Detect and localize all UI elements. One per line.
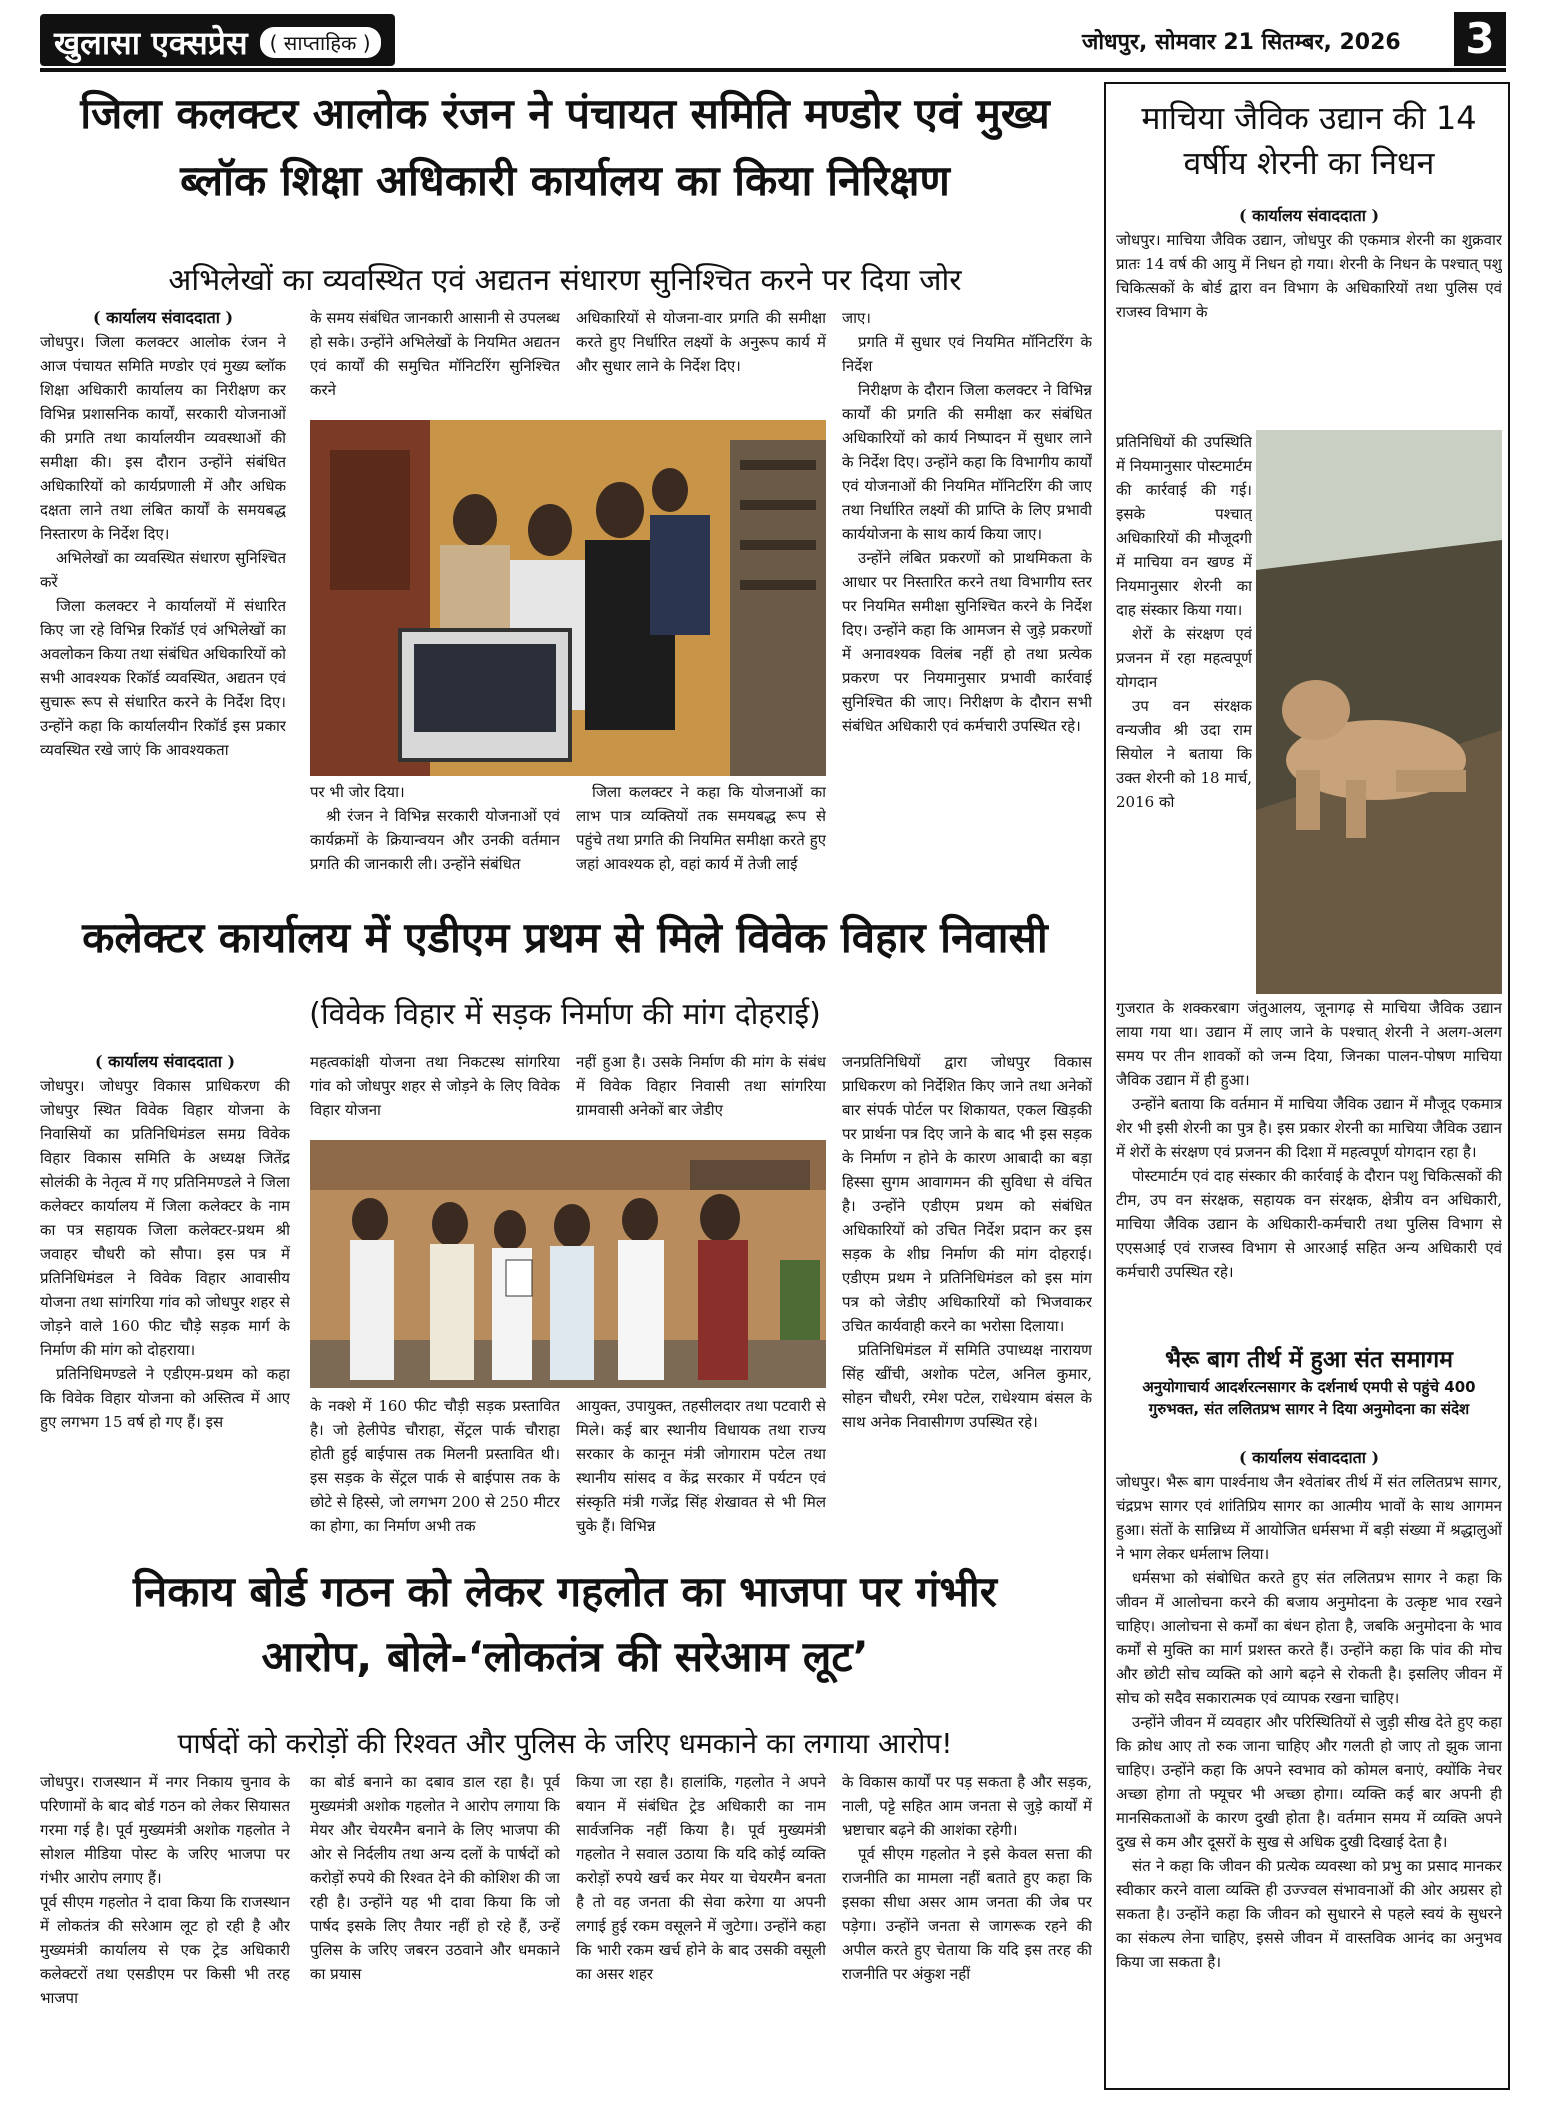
story1-col2-top [310, 306, 560, 416]
story1-byline: ( कार्यालय संवाददाता ) [92, 308, 234, 327]
sidebar-story-a-body [1116, 996, 1502, 1326]
story1-col3-bottom-text: जिला कलक्टर ने कहा कि योजनाओं का लाभ पात्र व्यक्तियों तक समयबद्ध रूप से पहुंचे तथा प्रगति की नियमित समीक्षा करते हुए जहां आवश्यक हो, वहां कार्य में तेजी लाई [576, 783, 826, 873]
sidebar-story-b-subhead: अनुयोगाचार्य आदर्शरत्नसागर के दर्शनार्थ एमपी से पहुंचे 400 गुरुभक्त, संत ललितप्रभ सागर ने दिया अनुमोदना का संदेश [1142, 1378, 1476, 1418]
sidebar-story-b-headline: भैरू बाग तीर्थ में हुआ संत समागम [1165, 1347, 1453, 1373]
paper-logo [40, 14, 395, 66]
story3-headline [40, 1566, 1090, 1683]
sidebar-story-b-p1: जोधपुर। भैरू बाग पार्श्वनाथ जैन श्वेतांबर तीर्थ में संत ललितप्रभ सागर, चंद्रप्रभ सागर एवं शांतिप्रिय सागर का आत्मीय भावों के साथ आगमन हुआ। संतों के सान्निध्य में आयोजित धर्मसभा में बड़ी संख्या में श्रद्धालुओं ने भाग लेकर धर्मलाभ लिया। [1116, 1473, 1502, 1563]
story1-col1 [40, 306, 286, 898]
story1-col2-top-text: के समय संबंधित जानकारी आसानी से उपलब्ध हो सके। उन्होंने अभिलेखों के नियमित अद्यतन एवं कार्यों की समुचित मॉनिटरिंग सुनिश्चित करने [310, 309, 560, 399]
sidebar-story-b-byline: ( कार्यालय संवाददाता ) [1238, 1448, 1380, 1467]
story3-col2-text: का बोर्ड बनाने का दबाव डाल रहा है। पूर्व मुख्यमंत्री अशोक गहलोत ने आरोप लगाया कि मेयर और चेयरमैन बनाने के लिए भाजपा की ओर से निर्दलीय तथा अन्य दलों के पार्षदों को करोड़ों रुपये की रिश्वत देने की कोशिश की जा रही है। उन्होंने यह भी दावा किया कि जो पार्षद इसके लिए तैयार नहीं हो रहे हैं, उन्हें पुलिस के जरिए जबरन उठवाने और धमकाने का प्रयास [310, 1773, 560, 1983]
sidebar-story-a-body-b: उन्होंने बताया कि वर्तमान में माचिया जैविक उद्यान में मौजूद एकमात्र शेर भी इसी शेरनी का पुत्र है। इस प्रकार शेरनी का माचिया जैविक उद्यान में शेरों के संरक्षण एवं प्रजनन की दिशा में महत्वपूर्ण योगदान रहा है। [1116, 1095, 1502, 1161]
story1-col1-b: जिला कलक्टर ने कार्यालयों में संधारित किए जा रहे विभिन्न रिकॉर्ड एवं अभिलेखों का अवलोकन किया तथा संबंधित अधिकारियों को सभी आवश्यक रिकॉर्ड व्यवस्थित, अद्यतन एवं सुचारू रूप से संधारित करने के निर्देश दिए। उन्होंने कहा कि कार्यालयीन रिकॉर्ड इस प्रकार व्यवस्थित रखे जाएं कि आवश्यकता [40, 597, 286, 759]
story2-col4-a: जनप्रतिनिधियों द्वारा जोधपुर विकास प्राधिकरण को निर्देशित किए जाने तथा अनेकों बार संपर्क पोर्टल पर शिकायत, एकल खिड़की पर प्रार्थना पत्र दिए जाने के बाद भी इस सड़क के निर्माण न होने के कारण आबादी का बड़ा हिस्सा सुगम आवागमन की सुविधा से वंचित है। उन्होंने एडीएम प्रथम को संबंधित अधिकारियों को उचित निर्देश प्रदान कर इस सड़क के शीघ्र निर्माण की मांग दोहराई। एडीएम प्रथम ने प्रतिनिधिमंडल को इस मांग पत्र को जेडीए अधिकारियों को भिजवाकर उचित कार्यवाही करने का भरोसा दिलाया। [842, 1053, 1092, 1335]
story3-col1-b: पूर्व सीएम गहलोत ने दावा किया कि राजस्थान में लोकतंत्र की सरेआम लूट हो रही है और मुख्यमंत्री कार्यालय से एक ट्रेड अधिकारी कलेक्टरों तथा एसडीएम पर किसी भी तरह भाजपा [40, 1893, 290, 2007]
story2-headline: कलेक्टर कार्यालय में एडीएम प्रथम से मिले विवेक विहार निवासी [82, 913, 1048, 962]
paper-frequency: ( साप्ताहिक ) [260, 27, 381, 58]
story2-byline: ( कार्यालय संवाददाता ) [94, 1052, 236, 1071]
story1-col3-top-text: अधिकारियों से योजना-वार प्रगति की समीक्षा करते हुए निर्धारित लक्ष्यों के अनुरूप कार्य में और सुधार लाने के निर्देश दिए। [576, 309, 826, 375]
sidebar-story-a-headline: माचिया जैविक उद्यान की 14 वर्षीय शेरनी का निधन [1141, 99, 1477, 182]
story2-col2-top-text: महत्वकांक्षी योजना तथा निकटस्थ सांगरिया गांव को जोधपुर शहर से जोड़ने के लिए विवेक विहार योजना [310, 1053, 560, 1119]
story2-col2-bottom [310, 1394, 560, 1550]
page-number: 3 [1454, 12, 1506, 66]
story2-subhead: (विवेक विहार में सड़क निर्माण की मांग दोहराई) [309, 997, 821, 1032]
lioness-photo [1256, 430, 1502, 994]
sidebar-story-b-p3: उन्होंने जीवन में व्यवहार और परिस्थितियों से जुड़ी सीख देते हुए कहा कि क्रोध आए तो रुक जाना चाहिए और गलती हो जाए तो झुक जाना चाहिए। उन्होंने कहा कि अपने स्वभाव को कोमल बनाएं, क्योंकि नेचर अच्छा होगा तो फ्यूचर भी अच्छा होगा। व्यक्ति कई बार अपनी ही मानसिकताओं के कारण दुखी होता है। वर्तमान समय में व्यक्ति अपने दुख से कम और दूसरों के सुख से अधिक दुखी दिखाई देता है। [1116, 1713, 1502, 1851]
sidebar-story-a-narrow-c: उप वन संरक्षक वन्यजीव श्री उदा राम सियोल ने बताया कि उक्त शेरनी को 18 मार्च, 2016 को [1116, 697, 1252, 811]
sidebar-story-a-narrow [1116, 430, 1252, 994]
sidebar-story-a-lead-text: जोधपुर। माचिया जैविक उद्यान, जोधपुर की एकमात्र शेरनी का शुक्रवार प्रातः 14 वर्ष की आयु में निधन हो गया। शेरनी के निधन के पश्चात् पशु चिकित्सकों के बोर्ड द्वारा वन विभाग के अधिकारियों तथा पुलिस एवं राजस्व विभाग के [1116, 231, 1502, 321]
sidebar-story-a-narrow-text: प्रतिनिधियों की उपस्थिति में नियमानुसार पोस्टमार्टम की कार्रवाई की गई। इसके पश्चात् अधिकारियों की मौजूदगी में माचिया वन खण्ड में नियमानुसार शेरनी का दाह संस्कार किया गया। [1116, 433, 1252, 619]
story3-col4-text: के विकास कार्यों पर पड़ सकता है और सड़क, नाली, पट्टे सहित आम जनता से जुड़े कार्यों में भ्रष्टाचार बढ़ने की आशंका रहेगी। [842, 1773, 1092, 1839]
story1-photo [310, 420, 826, 776]
story3-headline-line1: निकाय बोर्ड गठन को लेकर गहलोत का भाजपा पर गंभीर [133, 1567, 997, 1616]
story1-col3-bottom [576, 780, 826, 898]
story3-headline-line2: आरोप, बोले-‘लोकतंत्र की सरेआम लूट’ [261, 1631, 869, 1681]
sidebar-story-a-lead [1116, 204, 1502, 426]
story2-col3-bottom-text: आयुक्त, उपायुक्त, तहसीलदार तथा पटवारी से मिले। कई बार स्थानीय विधायक तथा राज्य सरकार के कानून मंत्री जोगाराम पटेल तथा स्थानीय सांसद व केंद्र सरकार में पर्यटन एवं संस्कृति मंत्री गजेंद्र सिंह शेखावत से भी मिल चुके हैं। विभिन्न [576, 1397, 826, 1535]
story3-col3 [576, 1770, 826, 2088]
story1-col2-bottom [310, 780, 560, 898]
paper-name: खुलासा एक्सप्रेस [54, 23, 248, 62]
story1-col1-sub: अभिलेखों का व्यवस्थित संधारण सुनिश्चित करें [40, 549, 286, 591]
story1-headline-line1: जिला कलक्टर आलोक रंजन ने पंचायत समिति मण्डोर एवं मुख्य [80, 89, 1050, 138]
story2-col3-top [576, 1050, 826, 1134]
story3-col1 [40, 1770, 290, 2088]
story1-col2-bottom-text: पर भी जोर दिया। [310, 783, 405, 801]
sidebar-story-a-body-c: पोस्टमार्टम एवं दाह संस्कार की कार्रवाई के दौरान पशु चिकित्सकों की टीम, उप वन संरक्षक, सहायक वन संरक्षक, क्षेत्रीय वन अधिकारी, माचिया जैविक उद्यान के अधिकारी-कर्मचारी तथा पुलिस विभाग से एएसआई एवं राजस्व विभाग से आरआई सहित अन्य अधिकारी एवं कर्मचारी उपस्थित रहे। [1116, 1167, 1502, 1281]
story1-col4-c: उन्होंने लंबित प्रकरणों को प्राथमिकता के आधार पर निस्तारित करने तथा विभागीय स्तर पर नियमित समीक्षा सुनिश्चित करने के निर्देश दिए। उन्होंने कहा कि आमजन से जुड़े प्रकरणों में अनावश्यक विलंब नहीं हो तथा प्रत्येक प्रकरण पर नियमानुसार प्रभावी कार्रवाई सुनिश्चित की जाए। निरीक्षण के दौरान सभी संबंधित अधिकारी एवं कर्मचारी उपस्थित रहे। [842, 549, 1092, 735]
story2-col4 [842, 1050, 1092, 1550]
story1-col4-sub: प्रगति में सुधार एवं नियमित मॉनिटरिंग के निर्देश [842, 333, 1092, 375]
story1-col1-text: जोधपुर। जिला कलक्टर आलोक रंजन ने आज पंचायत समिति मण्डोर एवं मुख्य ब्लॉक शिक्षा अधिकारी कार्यालय का निरीक्षण कर विभिन्न प्रशासनिक कार्यों, सरकारी योजनाओं की प्रगति तथा कार्यालयीन व्यवस्थाओं की समीक्षा की। इस दौरान उन्होंने संबंधित अधिकारियों को कार्यप्रणाली में और अधिक दक्षता लाने तथा लंबित कार्यों के समयबद्ध निस्तारण के निर्देश दिए। [40, 333, 286, 543]
story1-subhead: अभिलेखों का व्यवस्थित एवं अद्यतन संधारण सुनिश्चित करने पर दिया जोर [168, 263, 962, 298]
story1-headline-line2: ब्लॉक शिक्षा अधिकारी कार्यालय का किया निरिक्षण [180, 155, 950, 205]
story2-col4-b: प्रतिनिधिमंडल में समिति उपाध्यक्ष नारायण सिंह खींची, अशोक पटेल, अनिल कुमार, सोहन चौधरी, रमेश पटेल, राधेश्याम बंसल के साथ अनेक निवासीगण उपस्थित रहे। [842, 1341, 1092, 1431]
story2-col3-top-text: नहीं हुआ है। उसके निर्माण की मांग के संबंध में विवेक विहार निवासी तथा सांगरिया ग्रामवासी अनेकों बार जेडीए [576, 1053, 826, 1119]
sidebar-story-a-narrow-b: शेरों के संरक्षण एवं प्रजनन में रहा महत्वपूर्ण योगदान [1116, 625, 1252, 691]
story2-col2-bottom-text: के नक्शे में 160 फीट चौड़ी सड़क प्रस्तावित है। जो हेलीपेड चौराहा, सेंट्रल पार्क चौराहा होती हुई बाईपास तक मिलनी प्रस्तावित थी। इस सड़क के सेंट्रल पार्क से बाईपास तक के छोटे से हिस्से, जो लगभग 200 से 250 मीटर का होगा, का निर्माण अभी तक [310, 1397, 560, 1535]
story1-col2-bottom-b: श्री रंजन ने विभिन्न सरकारी योजनाओं एवं कार्यक्रमों के क्रियान्वयन और उनकी वर्तमान प्रगति की जानकारी ली। उन्होंने संबंधित [310, 807, 560, 873]
story2-col2-top [310, 1050, 560, 1134]
story1-col3-top [576, 306, 826, 416]
story3-col2 [310, 1770, 560, 2088]
story1-col4-b: निरीक्षण के दौरान जिला कलक्टर ने विभिन्न कार्यों की प्रगति की समीक्षा कर संबंधित अधिकारियों को कार्य निष्पादन में सुधार लाने के निर्देश दिए। उन्होंने कहा कि विभागीय कार्यों एवं योजनाओं की नियमित मॉनिटरिंग की जाए तथा निर्धारित लक्ष्यों की प्राप्ति के लिए प्रभावी कार्ययोजना के साथ कार्य किया जाए। [842, 381, 1092, 543]
story3-subhead: पार्षदों को करोड़ों की रिश्वत और पुलिस के जरिए धमकाने का लगाया आरोप! [177, 1727, 953, 1760]
dateline: जोधपुर, सोमवार 21 सितम्बर, 2026 [1082, 30, 1401, 55]
sidebar-story-b-p4: संत ने कहा कि जीवन की प्रत्येक व्यवस्था को प्रभु का प्रसाद मानकर स्वीकार करने वाला व्यक्ति ही उज्ज्वल संभावनाओं की ओर अग्रसर हो सकता है। उन्होंने कहा कि जीवन को सुधारने से पहले स्वयं के सुधरने का संकल्प लेना चाहिए, इससे जीवन में वास्तविक आनंद का अनुभव किया जा सकता है। [1116, 1857, 1502, 1971]
story3-col4-b: पूर्व सीएम गहलोत ने इसे केवल सत्ता की राजनीति का मामला नहीं बताते हुए कहा कि इसका सीधा असर आम जनता की जेब पर पड़ेगा। उन्होंने जनता से जागरूक रहने की अपील करते हुए चेताया कि यदि इस तरह की राजनीति पर अंकुश नहीं [842, 1845, 1092, 1983]
story1-col4-a: जाए। [842, 309, 871, 327]
story2-col1-b: प्रतिनिधिमण्डले ने एडीएम-प्रथम को कहा कि विवेक विहार योजना को अस्तित्व में आए हुए लगभग 15 वर्ष हो गए हैं। इस [40, 1365, 290, 1431]
story2-col1 [40, 1050, 290, 1550]
sidebar-story-a-body-text: गुजरात के शक्करबाग जंतुआलय, जूनागढ़ से माचिया जैविक उद्यान लाया गया था। उद्यान में लाए जाने के पश्चात् शेरनी ने अलग-अलग समय पर तीन शावकों को जन्म दिया, जिनका पालन-पोषण माचिया जैविक उद्यान में ही हुआ। [1116, 999, 1502, 1089]
masthead [40, 8, 1506, 72]
sidebar-story-b-body [1116, 1446, 1502, 2082]
story1-headline [40, 88, 1090, 207]
story3-col1-text: जोधपुर। राजस्थान में नगर निकाय चुनाव के परिणामों के बाद बोर्ड गठन को लेकर सियासत गरमा गई है। पूर्व मुख्यमंत्री अशोक गहलोत ने सोशल मीडिया पोस्ट के जरिए भाजपा पर गंभीर आरोप लगाए हैं। [40, 1773, 290, 1887]
story2-photo [310, 1140, 826, 1388]
story2-col3-bottom [576, 1394, 826, 1550]
sidebar-story-b-p2: धर्मसभा को संबोधित करते हुए संत ललितप्रभ सागर ने कहा कि जीवन में आलोचना करने की बजाय अनुमोदना के उत्कृष्ट भाव रखने चाहिए। आलोचना से कर्मों का बंधन होता है, जबकि अनुमोदना के भाव कर्मों से मुक्ति का मार्ग प्रशस्त करते हैं। उन्होंने कहा कि पांव की मोच और छोटी सोच व्यक्ति को आगे बढ़ने से रोकती है। इसलिए जीवन में सोच को सदैव सकारात्मक एवं व्यापक रखना चाहिए। [1116, 1569, 1502, 1707]
sidebar [1104, 82, 1510, 2090]
story1-col4 [842, 306, 1092, 898]
story3-col3-text: किया जा रहा है। हालांकि, गहलोत ने अपने बयान में संबंधित ट्रेड अधिकारी का नाम सार्वजनिक नहीं किया है। पूर्व मुख्यमंत्री गहलोत ने सवाल उठाया कि यदि कोई व्यक्ति करोड़ों रुपये खर्च कर मेयर या चेयरमैन बनता है तो वह जनता की सेवा करेगा या अपनी लगाई हुई रकम वसूलने में जुटेगा। उन्होंने कहा कि भारी रकम खर्च होने के बाद उसकी वसूली का असर शहर [576, 1773, 826, 1983]
sidebar-story-a-byline: ( कार्यालय संवाददाता ) [1238, 206, 1380, 225]
story2-col1-text: जोधपुर। जोधपुर विकास प्राधिकरण की जोधपुर स्थित विवेक विहार योजना के निवासियों का प्रतिनिधिमंडल समग्र विवेक विहार विकास समिति के अध्यक्ष जितेंद्र सोलंकी के नेतृत्व में गए प्रतिनिमण्डले ने जिला कलेक्टर कार्यालय में जिला कलेक्टर के नाम का पत्र सहायक जिला कलेक्टर-प्रथम श्री जवाहर चौधरी को सौपा। इस पत्र में प्रतिनिधिमंडल ने विवेक विहार आवासीय योजना तथा सांगरिया गांव को जोधपुर शहर से जोड़ने वाले 160 फीट चौड़े सड़क मार्ग के निर्माण की मांग को दोहराया। [40, 1077, 290, 1359]
story3-col4 [842, 1770, 1092, 2088]
